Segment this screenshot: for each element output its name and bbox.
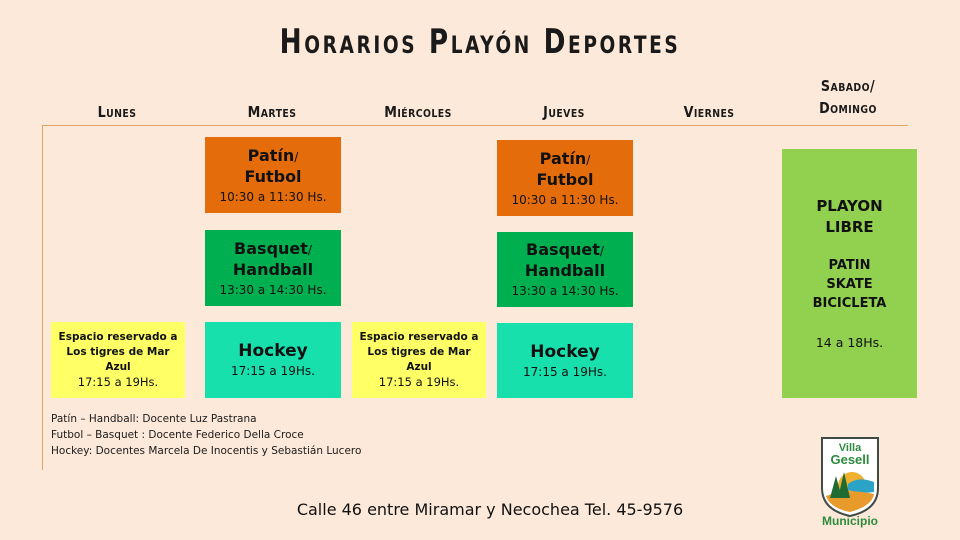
martes-basquet-handball-block <box>205 230 341 306</box>
day-header-sabado-domingo <box>793 75 904 119</box>
left-divider <box>42 125 43 470</box>
playon-time: 14 a 18Hs. <box>815 335 884 350</box>
day-header-martes: Martes <box>247 103 297 121</box>
jueves-basquet-handball-block <box>497 232 633 307</box>
activity-patin: PATIN <box>828 258 871 273</box>
activity-time: 13:30 a 14:30 Hs. <box>219 282 327 297</box>
activity-title: Patín/ Futbol <box>536 148 594 189</box>
svg-text:Gesell: Gesell <box>830 452 870 467</box>
miercoles-reserved-block <box>352 322 486 398</box>
jueves-patin-futbol-block <box>497 140 633 216</box>
activity-time: 13:30 a 14:30 Hs. <box>511 284 619 298</box>
logo-caption: Municipio <box>822 514 878 528</box>
address-footer: Calle 46 entre Miramar y Necochea Tel. 45-9576 <box>296 500 684 519</box>
note-line: Futbol – Basquet : Docente Federico Della Croce <box>51 429 304 441</box>
sabado-domingo-playon-libre-block <box>782 149 917 398</box>
activity-time: 17:15 a 19Hs. <box>523 364 607 379</box>
playon-line-2: LIBRE <box>825 218 874 236</box>
reserved-line-2: Los tigres de Mar <box>66 346 170 358</box>
reserved-line-3: Azul <box>105 361 131 373</box>
teacher-notes <box>51 411 361 459</box>
day-header-lunes: Lunes <box>97 103 137 121</box>
reserved-time: 17:15 a 19Hs. <box>378 375 460 389</box>
martes-patin-futbol-block <box>205 137 341 213</box>
villa-gesell-logo <box>818 436 882 530</box>
day-header-miercoles: Miércoles <box>384 103 452 121</box>
activity-title: Basquet/ Handball <box>524 240 606 280</box>
jueves-hockey-block <box>497 323 633 398</box>
martes-hockey-block <box>205 322 341 398</box>
svg-text:Villa: Villa <box>838 442 862 454</box>
day-header-domingo: Domingo <box>819 99 877 117</box>
activity-title: Basquet/ Handball <box>232 238 314 279</box>
activity-time: 17:15 a 19Hs. <box>231 364 315 378</box>
activity-bicicleta: BICICLETA <box>812 296 887 311</box>
activity-title: Hockey <box>238 341 308 361</box>
activity-title: Hockey <box>530 341 600 362</box>
activity-time: 10:30 a 11:30 Hs. <box>511 192 619 207</box>
reserved-line-2: Los tigres de Mar <box>367 346 471 358</box>
day-header-sabado: Sabado/ <box>820 77 876 95</box>
activity-skate: SKATE <box>826 277 873 292</box>
reserved-time: 17:15 a 19Hs. <box>77 375 159 389</box>
reserved-line-1: Espacio reservado a <box>359 331 479 343</box>
reserved-line-1: Espacio reservado a <box>58 331 178 343</box>
note-line: Hockey: Docentes Marcela De Inocentis y Sebastián Lucero <box>51 445 362 457</box>
page-title: Horarios Playón Deportes <box>279 22 681 62</box>
day-header-viernes: Viernes <box>683 103 735 121</box>
playon-line-1: PLAYON <box>816 197 883 215</box>
activity-title: Patín/ Futbol <box>244 145 302 186</box>
header-divider <box>42 125 908 126</box>
day-header-jueves: Jueves <box>543 103 585 121</box>
lunes-reserved-block <box>51 322 185 398</box>
reserved-line-3: Azul <box>406 361 432 373</box>
activity-time: 10:30 a 11:30 Hs. <box>219 189 327 204</box>
note-line: Patín – Handball: Docente Luz Pastrana <box>51 413 257 425</box>
